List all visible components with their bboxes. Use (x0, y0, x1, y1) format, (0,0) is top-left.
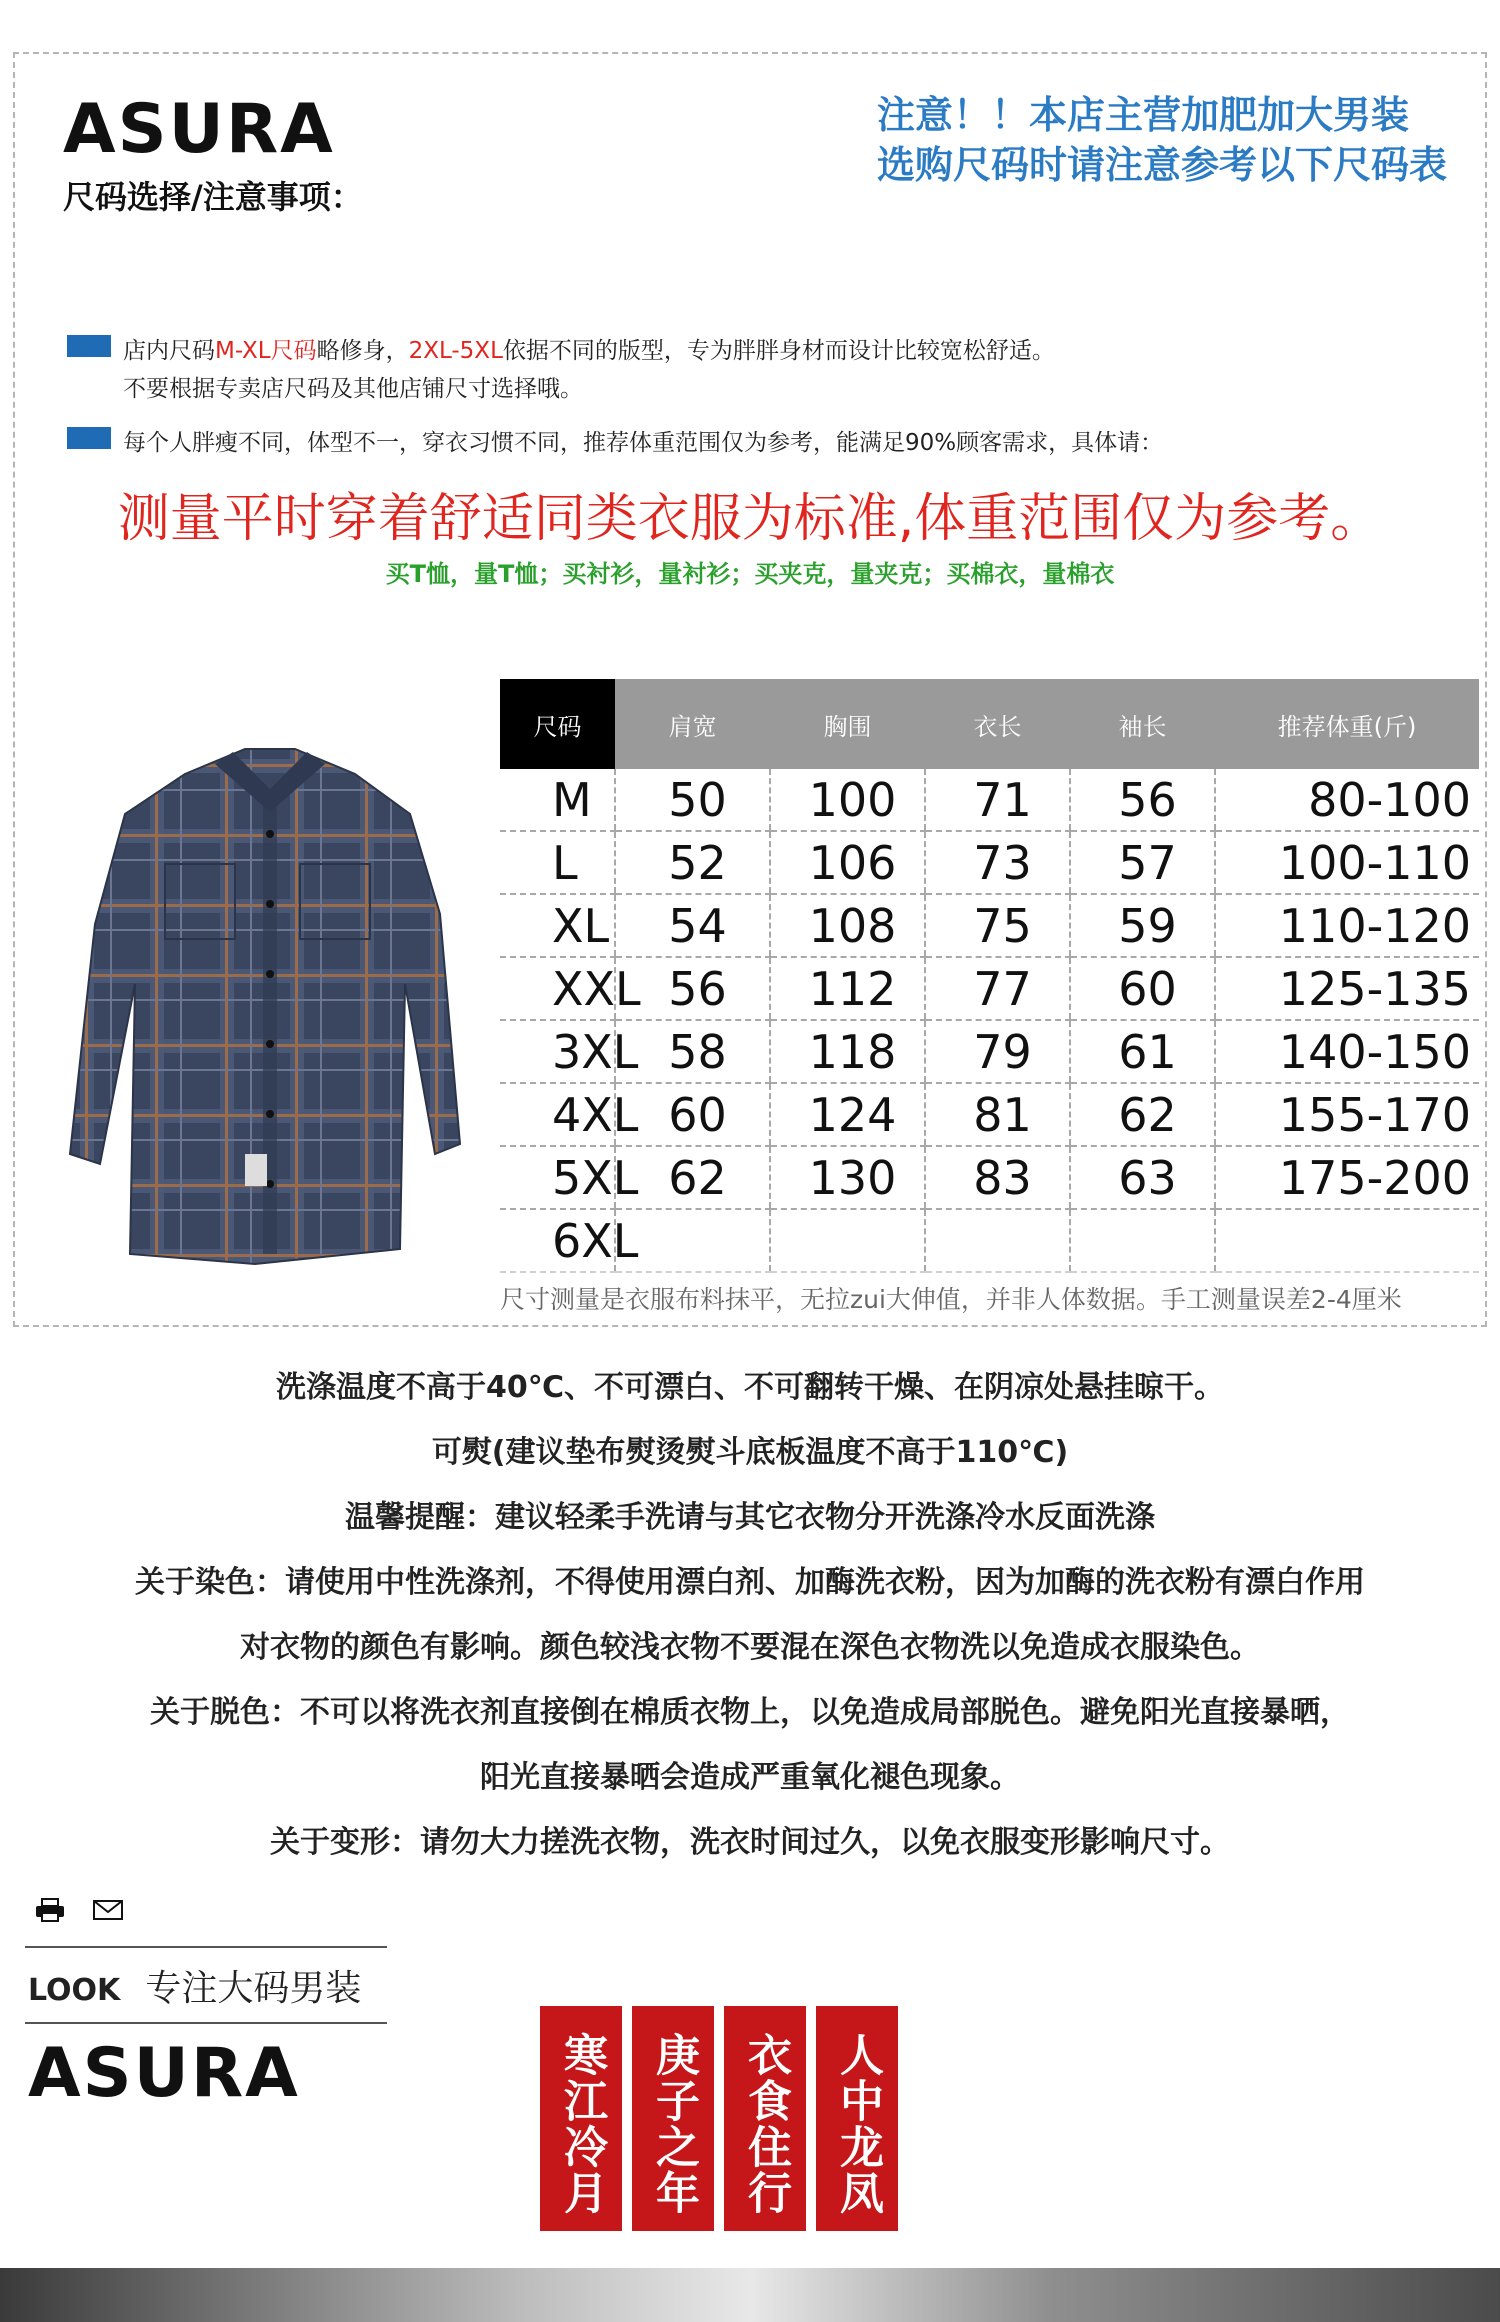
size-value-cell: 71 (925, 769, 1070, 831)
size-row (500, 1209, 1479, 1272)
size-row (500, 894, 1479, 957)
size-guide-subtitle: 尺码选择/注意事项： (63, 178, 363, 216)
tagline-text: 专注大码男装 (145, 1968, 362, 2009)
size-label-cell: XXL (500, 957, 615, 1020)
size-value-cell: 100-110 (1215, 831, 1479, 894)
size-value-cell: 79 (925, 1020, 1070, 1083)
size-value-cell: 108 (770, 894, 925, 957)
size-value-cell: 130 (770, 1146, 925, 1209)
size-value-cell: 52 (615, 831, 770, 894)
size-value-cell: 56 (1070, 769, 1215, 831)
care-instructions (0, 1355, 1500, 1875)
share-icons (35, 1898, 123, 1922)
size-value-cell: 81 (925, 1083, 1070, 1146)
size-value-cell: 63 (1070, 1146, 1215, 1209)
size-value-cell: 54 (615, 894, 770, 957)
size-value-cell: 62 (615, 1146, 770, 1209)
measure-tip: 买T恤，量T恤；买衬衫，量衬衫；买夹克，量夹克；买棉衣，量棉衣 (385, 560, 1115, 588)
size-label-cell: 6XL (500, 1209, 615, 1272)
seal-stamp: 庚子之年 (632, 2006, 714, 2231)
note-text: 略修身， (316, 338, 409, 364)
size-value-cell: 56 (615, 957, 770, 1020)
seal-group (540, 2006, 898, 2231)
seal-stamp: 寒江冷月 (540, 2006, 622, 2231)
care-line: 可熨(建议垫布熨烫熨斗底板温度不高于110℃) (431, 1435, 1069, 1470)
size-value-cell: 106 (770, 831, 925, 894)
size-table (500, 679, 1479, 1273)
size-value-cell: 155-170 (1215, 1083, 1479, 1146)
care-line: 关于脱色：不可以将洗衣剂直接倒在棉质衣物上，以免造成局部脱色。避免阳光直接暴晒， (150, 1695, 1350, 1730)
size-value-cell (770, 1209, 925, 1272)
size-value-cell: 62 (1070, 1083, 1215, 1146)
size-value-cell (1070, 1209, 1215, 1272)
store-notice (877, 90, 1447, 190)
care-line: 温馨提醒：建议轻柔手洗请与其它衣物分开洗涤冷水反面洗涤 (345, 1500, 1155, 1535)
size-value-cell: 118 (770, 1020, 925, 1083)
size-chart-panel (13, 52, 1487, 1327)
size-value-cell (1215, 1209, 1479, 1272)
size-value-cell: 175-200 (1215, 1146, 1479, 1209)
brand-logo: ASURA (63, 90, 335, 169)
note-text: 不要根据专卖店尺码及其他店铺尺寸选择哦。 (123, 376, 583, 402)
bullet-bar (67, 335, 111, 357)
note-weight (67, 424, 1163, 462)
note-size-range: 2XL-5XL (408, 338, 503, 364)
size-value-cell: 57 (1070, 831, 1215, 894)
size-value-cell: 112 (770, 957, 925, 1020)
footer-tagline (28, 1960, 361, 2011)
size-row (500, 1020, 1479, 1083)
size-value-cell: 60 (615, 1083, 770, 1146)
note-fit (67, 332, 1055, 408)
size-row (500, 957, 1479, 1020)
size-table-header (500, 679, 1479, 769)
header-length: 衣长 (925, 679, 1070, 769)
size-label-cell: L (500, 831, 615, 894)
size-value-cell: 60 (1070, 957, 1215, 1020)
seal-stamp: 人中龙凤 (816, 2006, 898, 2231)
mail-icon[interactable] (93, 1898, 123, 1922)
size-row (500, 831, 1479, 894)
size-value-cell: 61 (1070, 1020, 1215, 1083)
note-size-range: M-XL尺码 (215, 338, 317, 364)
header-sleeve: 袖长 (1070, 679, 1215, 769)
care-line: 关于染色：请使用中性洗涤剂，不得使用漂白剂、加酶洗衣粉，因为加酶的洗衣粉有漂白作用 (135, 1565, 1365, 1600)
size-value-cell: 124 (770, 1083, 925, 1146)
size-value-cell: 58 (615, 1020, 770, 1083)
care-line: 阳光直接暴晒会造成严重氧化褪色现象。 (480, 1760, 1020, 1795)
footer-brand-logo: ASURA (28, 2034, 300, 2113)
size-value-cell: 110-120 (1215, 894, 1479, 957)
size-value-cell: 100 (770, 769, 925, 831)
care-line: 对衣物的颜色有影响。颜色较浅衣物不要混在深色衣物洗以免造成衣服染色。 (240, 1630, 1260, 1665)
divider (25, 2022, 387, 2024)
notice-line-2: 选购尺码时请注意参考以下尺码表 (876, 143, 1447, 187)
measurement-note: 尺寸测量是衣服布料抹平，无拉zui大伸值，并非人体数据。手工测量误差2-4厘米 (500, 1285, 1402, 1314)
look-label: LOOK (28, 1973, 121, 2008)
size-label-cell: 4XL (500, 1083, 615, 1146)
size-label-cell: 5XL (500, 1146, 615, 1209)
notice-line-1: 注意！！本店主营加肥加大男装 (876, 93, 1409, 137)
size-label-cell: 3XL (500, 1020, 615, 1083)
care-line: 洗涤温度不高于40℃、不可漂白、不可翻转干燥、在阴凉处悬挂晾干。 (275, 1370, 1225, 1405)
size-value-cell: 83 (925, 1146, 1070, 1209)
printer-icon[interactable] (35, 1898, 65, 1922)
size-value-cell (925, 1209, 1070, 1272)
note-text: 依据不同的版型，专为胖胖身材而设计比较宽松舒适。 (502, 338, 1055, 364)
plaid-shirt-image (55, 734, 475, 1294)
header-weight: 推荐体重(斤) (1215, 679, 1479, 769)
size-value-cell: 80-100 (1215, 769, 1479, 831)
size-row (500, 1083, 1479, 1146)
size-value-cell: 77 (925, 957, 1070, 1020)
bullet-bar (67, 427, 111, 449)
size-value-cell: 140-150 (1215, 1020, 1479, 1083)
size-value-cell: 50 (615, 769, 770, 831)
note-text: 每个人胖瘦不同，体型不一，穿衣习惯不同，推荐体重范围仅为参考，能满足90%顾客需求，具体请： (123, 430, 1164, 456)
size-value-cell: 73 (925, 831, 1070, 894)
note-text: 店内尺码 (123, 338, 215, 364)
seal-stamp: 衣食住行 (724, 2006, 806, 2231)
size-value-cell: 59 (1070, 894, 1215, 957)
size-label-cell: M (500, 769, 615, 831)
size-value-cell: 125-135 (1215, 957, 1479, 1020)
header-chest: 胸围 (770, 679, 925, 769)
model-photo-strip (0, 2268, 1500, 2322)
measure-highlight: 测量平时穿着舒适同类衣服为标准,体重范围仅为参考。 (117, 489, 1383, 549)
divider (25, 1946, 387, 1948)
header-shoulder: 肩宽 (615, 679, 770, 769)
size-row (500, 769, 1479, 831)
size-value-cell: 75 (925, 894, 1070, 957)
size-row (500, 1146, 1479, 1209)
size-label-cell: XL (500, 894, 615, 957)
header-size: 尺码 (500, 679, 615, 769)
care-line: 关于变形：请勿大力搓洗衣物，洗衣时间过久，以免衣服变形影响尺寸。 (270, 1825, 1230, 1860)
